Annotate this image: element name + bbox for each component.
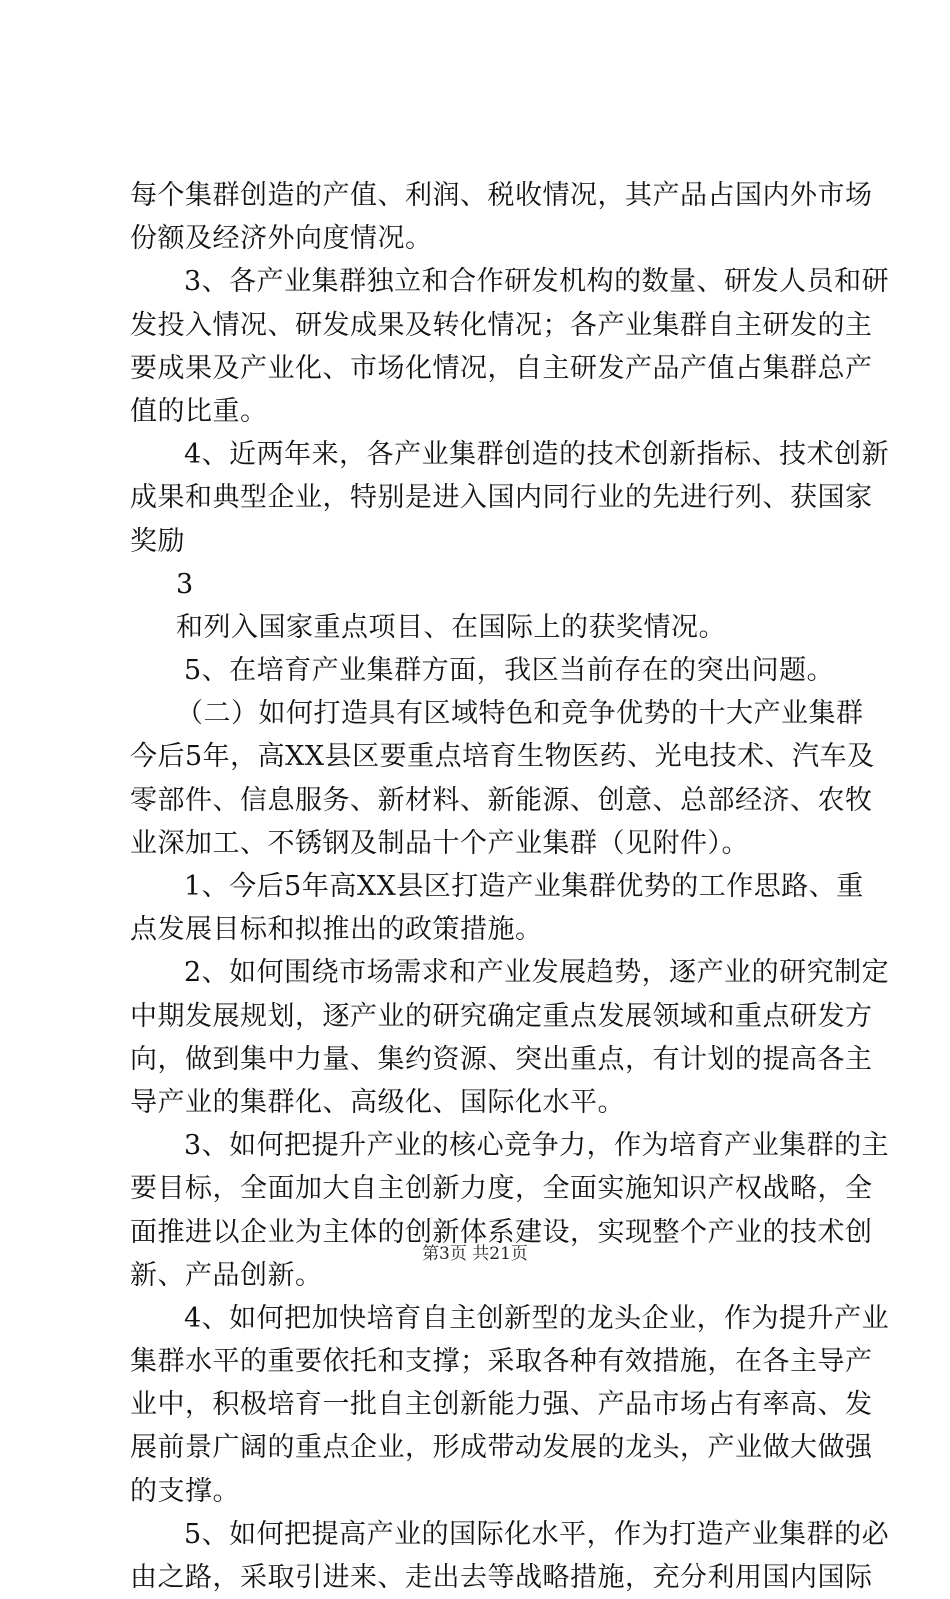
text-line: 每个集群创造的产值、利润、税收情况，其产品占国内外市场 bbox=[130, 180, 873, 211]
text-line: 中期发展规划，逐产业的研究确定重点发展领域和重点研发方 bbox=[130, 1000, 873, 1032]
text-line: 5、在培育产业集群方面，我区当前存在的突出问题。 bbox=[184, 655, 835, 687]
text-line: 的支撑。 bbox=[130, 1475, 240, 1507]
text-line: 要目标，全面加大自主创新力度，全面实施知识产权战略，全 bbox=[130, 1173, 873, 1205]
text-line: 导产业的集群化、高级化、国际化水平。 bbox=[130, 1086, 625, 1118]
section-heading: （二）如何打造具有区域特色和竞争优势的十大产业集群 bbox=[176, 698, 864, 730]
text-line: 3、如何把提升产业的核心竞争力，作为培育产业集群的主 bbox=[184, 1130, 890, 1162]
text-line: 由之路，采取引进来、走出去等战略措施，充分利用国内国际 bbox=[130, 1562, 873, 1593]
text-line: 面推进以企业为主体的创新体系建设，实现整个产业的技术创 bbox=[130, 1216, 873, 1248]
text-line: 5、如何把提高产业的国际化水平，作为打造产业集群的必 bbox=[184, 1518, 890, 1550]
text-line: 4、近两年来，各产业集群创造的技术创新指标、技术创新 bbox=[184, 439, 890, 471]
text-line: 零部件、信息服务、新材料、新能源、创意、总部经济、农牧 bbox=[130, 784, 873, 816]
text-line: 4、如何把加快培育自主创新型的龙头企业，作为提升产业 bbox=[184, 1302, 890, 1334]
text-line: 发投入情况、研发成果及转化情况；各产业集群自主研发的主 bbox=[130, 309, 873, 341]
text-line: 奖励 bbox=[130, 525, 185, 557]
text-line: 份额及经济外向度情况。 bbox=[130, 223, 433, 255]
page-number-inline: 3 bbox=[176, 568, 194, 600]
text-line: 和列入国家重点项目、在国际上的获奖情况。 bbox=[176, 611, 726, 643]
text-line: 值的比重。 bbox=[130, 395, 268, 427]
page-footer: 第3页 共21页 bbox=[422, 1244, 528, 1264]
text-line: 点发展目标和拟推出的政策措施。 bbox=[130, 914, 543, 946]
text-line: 1、今后5年高XX县区打造产业集群优势的工作思路、重 bbox=[184, 871, 864, 902]
text-line: 向，做到集中力量、集约资源、突出重点，有计划的提高各主 bbox=[130, 1043, 873, 1075]
text-line: 业中，积极培育一批自主创新能力强、产品市场占有率高、发 bbox=[130, 1389, 873, 1421]
text-line: 成果和典型企业，特别是进入国内同行业的先进行列、获国家 bbox=[130, 482, 873, 514]
document-body bbox=[130, 174, 890, 1599]
text-line: 2、如何围绕市场需求和产业发展趋势，逐产业的研究制定 bbox=[184, 957, 890, 989]
text-line: 今后5年，高XX县区要重点培育生物医药、光电技术、汽车及 bbox=[130, 741, 875, 773]
text-line: 展前景广阔的重点企业，形成带动发展的龙头，产业做大做强 bbox=[130, 1432, 873, 1464]
text-line: 3、各产业集群独立和合作研发机构的数量、研发人员和研 bbox=[184, 266, 890, 298]
text-line: 集群水平的重要依托和支撑；采取各种有效措施，在各主导产 bbox=[130, 1346, 873, 1378]
text-line: 要成果及产业化、市场化情况，自主研发产品产值占集群总产 bbox=[130, 352, 873, 384]
text-line: 业深加工、不锈钢及制品十个产业集群（见附件）。 bbox=[130, 827, 749, 859]
text-line: 新、产品创新。 bbox=[130, 1259, 323, 1291]
